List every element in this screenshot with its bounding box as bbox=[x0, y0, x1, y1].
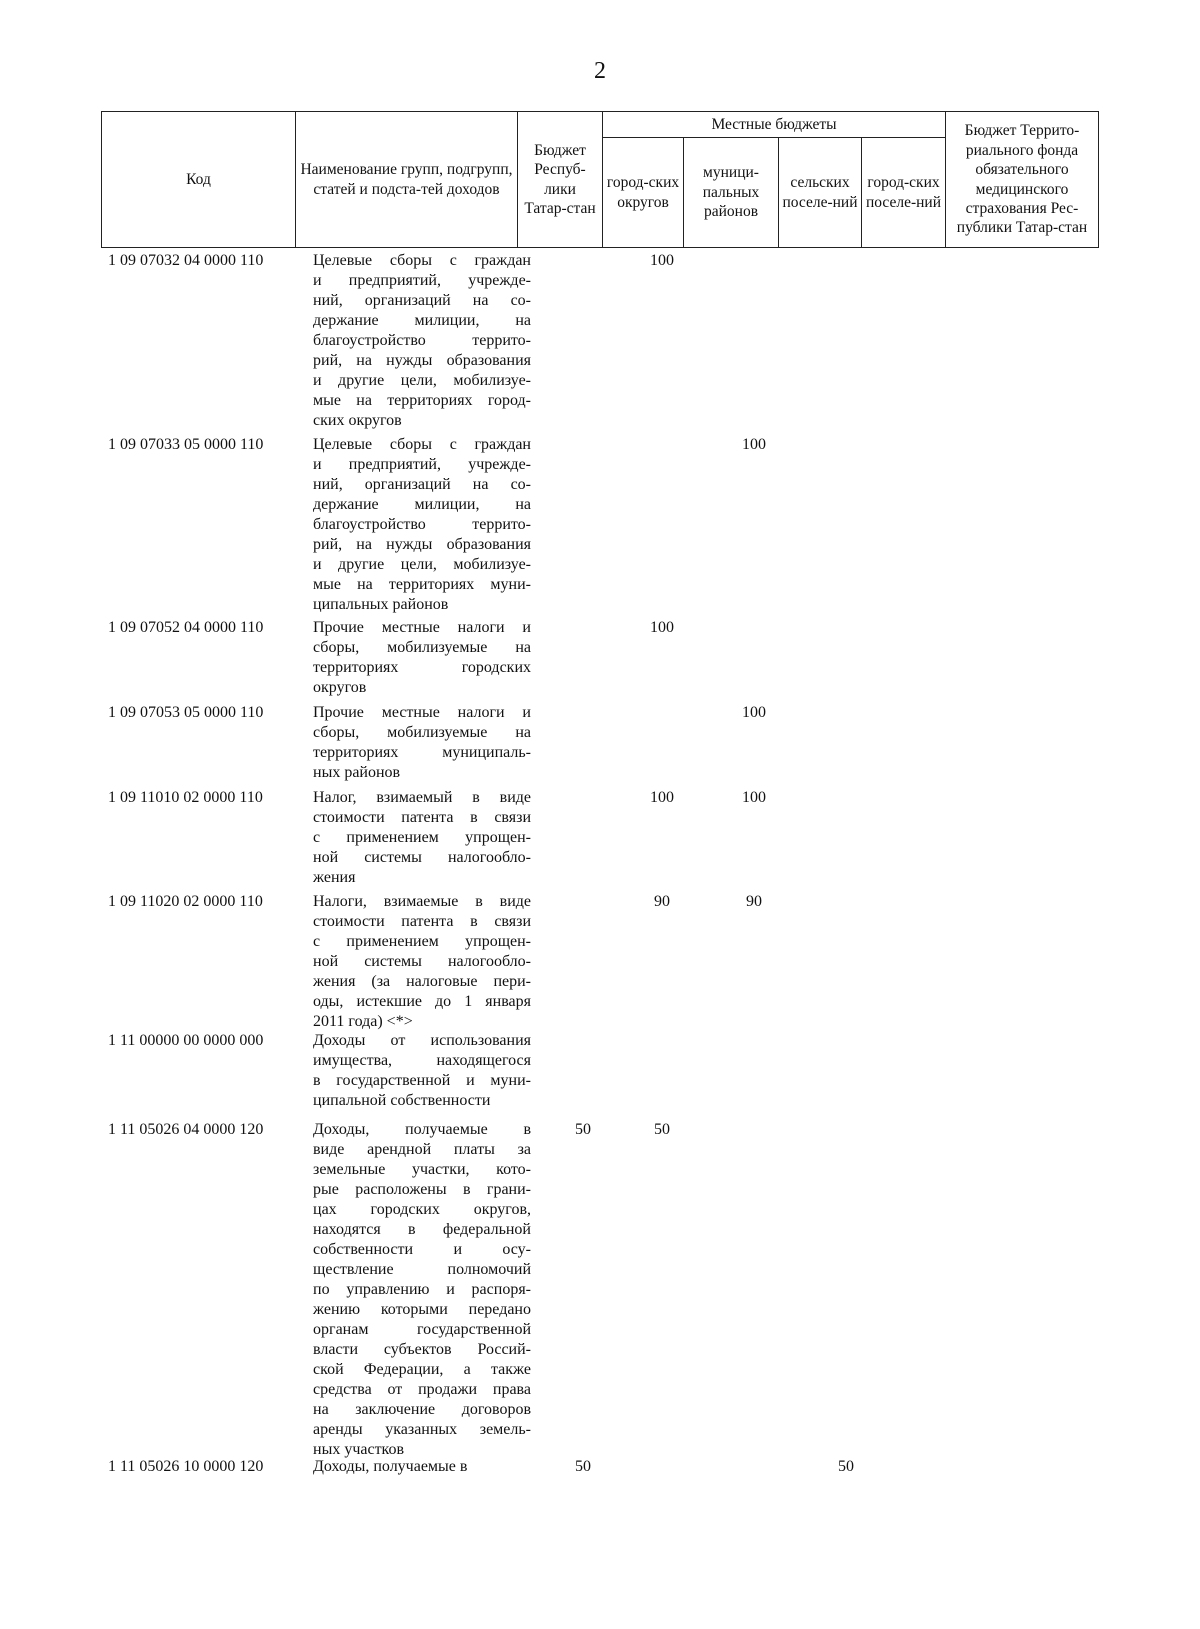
row-name-line: рые расположены в грани- bbox=[313, 1181, 531, 1198]
row-name bbox=[313, 435, 531, 615]
row-name-line: сборы, мобилизуемые на bbox=[313, 724, 531, 741]
row-name-line: с применением упрощен- bbox=[313, 829, 531, 846]
row-name-line: сборы, мобилизуемые на bbox=[313, 639, 531, 656]
row-name bbox=[313, 251, 531, 431]
row-name-line: ципальных районов bbox=[313, 596, 449, 613]
row-name-line: по управлению и распоря- bbox=[313, 1281, 531, 1298]
row-code: 1 09 07032 04 0000 110 bbox=[108, 252, 264, 269]
row-name-line: стоимости патента в связи bbox=[313, 809, 531, 826]
row-name-line: держание милиции, на bbox=[313, 312, 531, 329]
row-name bbox=[313, 1120, 531, 1460]
header-gor-poseleniy: город-ских поселе-ний bbox=[862, 138, 946, 248]
row-name bbox=[313, 1457, 531, 1477]
value-mun-rayonov: 90 bbox=[746, 893, 762, 910]
row-code: 1 11 00000 00 0000 000 bbox=[108, 1032, 264, 1049]
row-name-line: и другие цели, мобилизуе- bbox=[313, 372, 531, 389]
row-name-line: ной системы налогообло- bbox=[313, 849, 531, 866]
page-number: 2 bbox=[594, 58, 606, 84]
row-name bbox=[313, 892, 531, 1032]
row-name-line: аренды указанных земель- bbox=[313, 1421, 531, 1438]
row-code: 1 09 11020 02 0000 110 bbox=[108, 893, 263, 910]
row-name-line: 2011 года) <*> bbox=[313, 1013, 413, 1030]
row-name-line: Прочие местные налоги и bbox=[313, 619, 531, 636]
row-name-line: рий, на нужды образования bbox=[313, 536, 531, 553]
value-budget-rt: 50 bbox=[575, 1458, 591, 1475]
row-name-line: находятся в федеральной bbox=[313, 1221, 531, 1238]
row-code: 1 09 07033 05 0000 110 bbox=[108, 436, 264, 453]
row-name bbox=[313, 788, 531, 888]
row-name-line: рий, на нужды образования bbox=[313, 352, 531, 369]
row-name-line: территориях муниципаль- bbox=[313, 744, 531, 761]
row-name bbox=[313, 618, 531, 698]
row-name-line: жения bbox=[313, 869, 356, 886]
header-budget-rt: Бюджет Респуб-лики Татар-стан bbox=[518, 112, 603, 248]
value-gor-okrugov: 100 bbox=[650, 619, 674, 636]
value-gor-okrugov: 90 bbox=[654, 893, 670, 910]
value-gor-okrugov: 50 bbox=[654, 1121, 670, 1138]
value-gor-okrugov: 100 bbox=[650, 252, 674, 269]
value-sel-poseleniy: 50 bbox=[838, 1458, 854, 1475]
row-name-line: жения (за налоговые пери- bbox=[313, 973, 531, 990]
row-name-line: Целевые сборы с граждан bbox=[313, 436, 531, 453]
header-mun-rayonov: муници-пальных районов bbox=[684, 138, 779, 248]
row-name-line: ных участков bbox=[313, 1441, 405, 1458]
row-name-line: Целевые сборы с граждан bbox=[313, 252, 531, 269]
header-gor-okrugov: город-ских округов bbox=[603, 138, 684, 248]
row-name-line: и другие цели, мобилизуе- bbox=[313, 556, 531, 573]
row-code: 1 11 05026 10 0000 120 bbox=[108, 1458, 264, 1475]
value-budget-rt: 50 bbox=[575, 1121, 591, 1138]
row-name-line: земельные участки, кото- bbox=[313, 1161, 531, 1178]
row-name-line: виде арендной платы за bbox=[313, 1141, 531, 1158]
row-name-line: собственности и осу- bbox=[313, 1241, 531, 1258]
row-code: 1 09 07052 04 0000 110 bbox=[108, 619, 264, 636]
row-name-line: держание милиции, на bbox=[313, 496, 531, 513]
row-name-line: ной системы налогообло- bbox=[313, 953, 531, 970]
row-name bbox=[313, 1031, 531, 1111]
row-name-line: Доходы от использования bbox=[313, 1032, 531, 1049]
table-header bbox=[101, 111, 1099, 248]
row-name-line: ципальной собственности bbox=[313, 1092, 491, 1109]
row-name-line: средства от продажи права bbox=[313, 1381, 531, 1398]
row-name-line: мые на территориях город- bbox=[313, 392, 531, 409]
value-mun-rayonov: 100 bbox=[742, 436, 766, 453]
row-name-line: ской Федерации, а также bbox=[313, 1361, 531, 1378]
header-sel-poseleniy: сельских поселе-ний bbox=[779, 138, 862, 248]
row-name-line: стоимости патента в связи bbox=[313, 913, 531, 930]
row-name-line: жению которыми передано bbox=[313, 1301, 531, 1318]
row-name-line: оды, истекшие до 1 января bbox=[313, 993, 531, 1010]
row-name-line: благоустройство террито- bbox=[313, 332, 531, 349]
row-name-line: ных районов bbox=[313, 764, 401, 781]
header-tfoms: Бюджет Террито-риального фонда обязательного медицинского страхования Рес-публики Татар-стан bbox=[946, 112, 1099, 248]
row-name-line: органам государственной bbox=[313, 1321, 531, 1338]
row-name-line: в государственной и муни- bbox=[313, 1072, 531, 1089]
row-code: 1 11 05026 04 0000 120 bbox=[108, 1121, 264, 1138]
row-name-line: Прочие местные налоги и bbox=[313, 704, 531, 721]
row-name-line: Налог, взимаемый в виде bbox=[313, 789, 531, 806]
row-name-line: благоустройство террито- bbox=[313, 516, 531, 533]
header-code: Код bbox=[102, 112, 296, 248]
row-name-line: Налоги, взимаемые в виде bbox=[313, 893, 531, 910]
row-code: 1 09 11010 02 0000 110 bbox=[108, 789, 263, 806]
header-name: Наименование групп, подгрупп, статей и подста-тей доходов bbox=[296, 112, 518, 248]
row-name-line: с применением упрощен- bbox=[313, 933, 531, 950]
row-name-line: округов bbox=[313, 679, 367, 696]
row-name-line: ний, организаций на со- bbox=[313, 476, 531, 493]
row-name-line: ний, организаций на со- bbox=[313, 292, 531, 309]
row-name-line: Доходы, получаемые в bbox=[313, 1121, 531, 1138]
row-name-line: власти субъектов Россий- bbox=[313, 1341, 531, 1358]
row-name-line: цах городских округов, bbox=[313, 1201, 531, 1218]
row-name-line: имущества, находящегося bbox=[313, 1052, 531, 1069]
row-name-line: ществление полномочий bbox=[313, 1261, 531, 1278]
value-mun-rayonov: 100 bbox=[742, 704, 766, 721]
row-name-line: Доходы, получаемые в bbox=[313, 1458, 468, 1475]
row-name bbox=[313, 703, 531, 783]
row-name-line: территориях городских bbox=[313, 659, 531, 676]
row-code: 1 09 07053 05 0000 110 bbox=[108, 704, 264, 721]
row-name-line: и предприятий, учрежде- bbox=[313, 456, 531, 473]
row-name-line: ских округов bbox=[313, 412, 402, 429]
value-mun-rayonov: 100 bbox=[742, 789, 766, 806]
row-name-line: и предприятий, учрежде- bbox=[313, 272, 531, 289]
row-name-line: мые на территориях муни- bbox=[313, 576, 531, 593]
value-gor-okrugov: 100 bbox=[650, 789, 674, 806]
row-name-line: на заключение договоров bbox=[313, 1401, 531, 1418]
header-local-budgets: Местные бюджеты bbox=[603, 112, 946, 138]
